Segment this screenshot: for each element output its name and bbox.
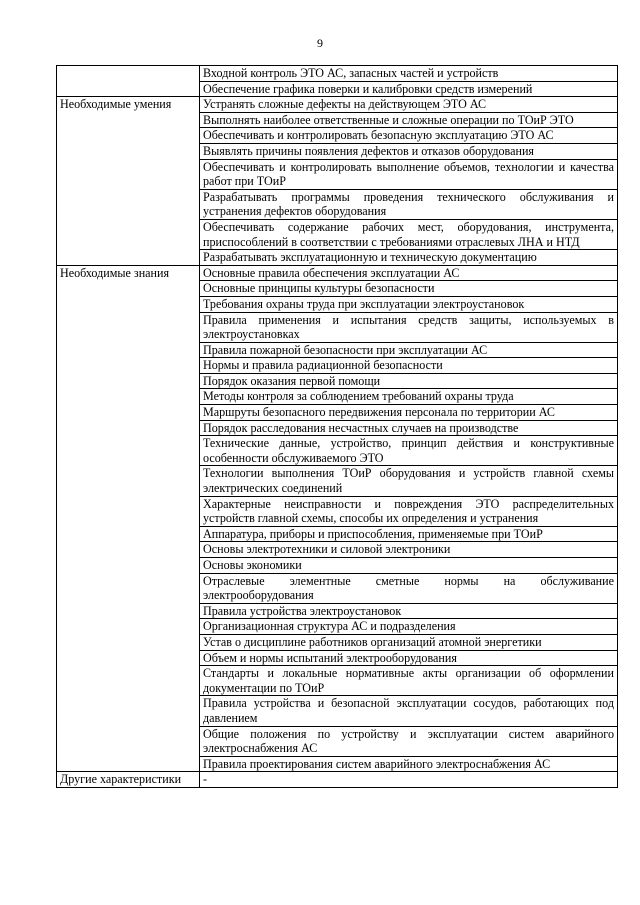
category-skills: Необходимые умения (57, 97, 200, 266)
requirement-item: Технические данные, устройство, принцип действия и конструктивные особенности обслуживаемого ЭТО (200, 436, 618, 466)
requirement-item: Правила применения и испытания средств защиты, используемых в электроустановках (200, 312, 618, 342)
requirement-item: Порядок расследования несчастных случаев на производстве (200, 420, 618, 436)
requirement-item: Обеспечивать содержание рабочих мест, оборудования, инструмента, приспособлений в соответствии с требованиями отраслевых ЛНА и НТД (200, 219, 618, 249)
requirement-item: Требования охраны труда при эксплуатации электроустановок (200, 296, 618, 312)
category-knowledge: Необходимые знания (57, 265, 200, 772)
category-continued (57, 66, 200, 97)
requirement-item: Основы электротехники и силовой электроники (200, 542, 618, 558)
requirement-item: Основные правила обеспечения эксплуатации АС (200, 265, 618, 281)
requirement-item: Выявлять причины появления дефектов и отказов оборудования (200, 143, 618, 159)
requirement-item: Устав о дисциплине работников организаций атомной энергетики (200, 634, 618, 650)
requirement-item: Правила устройства электроустановок (200, 603, 618, 619)
requirement-item: Отраслевые элементные сметные нормы на обслуживание электрооборудования (200, 573, 618, 603)
category-other: Другие характеристики (57, 772, 200, 788)
requirements-table-body (57, 66, 618, 788)
requirement-item: - (200, 772, 618, 788)
requirement-item: Разрабатывать эксплуатационную и техническую документацию (200, 250, 618, 266)
requirement-item: Общие положения по устройству и эксплуатации систем аварийного электроснабжения АС (200, 726, 618, 756)
requirement-item: Обеспечение графика поверки и калибровки средств измерений (200, 81, 618, 97)
table-row (57, 66, 618, 82)
requirement-item: Характерные неисправности и повреждения ЭТО распределительных устройств главной схемы, способы их определения и устранения (200, 496, 618, 526)
requirement-item: Нормы и правила радиационной безопасности (200, 358, 618, 374)
requirement-item: Основы экономики (200, 558, 618, 574)
requirement-item: Правила пожарной безопасности при эксплуатации АС (200, 342, 618, 358)
requirement-item: Обеспечивать и контролировать безопасную эксплуатацию ЭТО АС (200, 128, 618, 144)
requirement-item: Входной контроль ЭТО АС, запасных частей и устройств (200, 66, 618, 82)
table-row (57, 97, 618, 113)
requirement-item: Объем и нормы испытаний электрооборудования (200, 650, 618, 666)
requirement-item: Аппаратура, приборы и приспособления, применяемые при ТОиР (200, 526, 618, 542)
requirements-table (56, 65, 618, 788)
page-number: 9 (317, 36, 323, 50)
requirement-item: Выполнять наиболее ответственные и сложные операции по ТОиР ЭТО (200, 112, 618, 128)
requirement-item: Обеспечивать и контролировать выполнение объемов, технологии и качества работ при ТОиР (200, 159, 618, 189)
requirement-item: Разрабатывать программы проведения технического обслуживания и устранения дефектов оборудования (200, 189, 618, 219)
requirement-item: Устранять сложные дефекты на действующем ЭТО АС (200, 97, 618, 113)
requirement-item: Методы контроля за соблюдением требований охраны труда (200, 389, 618, 405)
requirement-item: Технологии выполнения ТОиР оборудования и устройств главной схемы электрических соединений (200, 466, 618, 496)
requirement-item: Правила проектирования систем аварийного электроснабжения АС (200, 756, 618, 772)
requirement-item: Порядок оказания первой помощи (200, 373, 618, 389)
table-row (57, 772, 618, 788)
table-row (57, 265, 618, 281)
requirement-item: Стандарты и локальные нормативные акты организации об оформлении документации по ТОиР (200, 666, 618, 696)
requirement-item: Маршруты безопасного передвижения персонала по территории АС (200, 405, 618, 421)
requirement-item: Организационная структура АС и подразделения (200, 619, 618, 635)
requirement-item: Основные принципы культуры безопасности (200, 281, 618, 297)
requirement-item: Правила устройства и безопасной эксплуатации сосудов, работающих под давлением (200, 696, 618, 726)
